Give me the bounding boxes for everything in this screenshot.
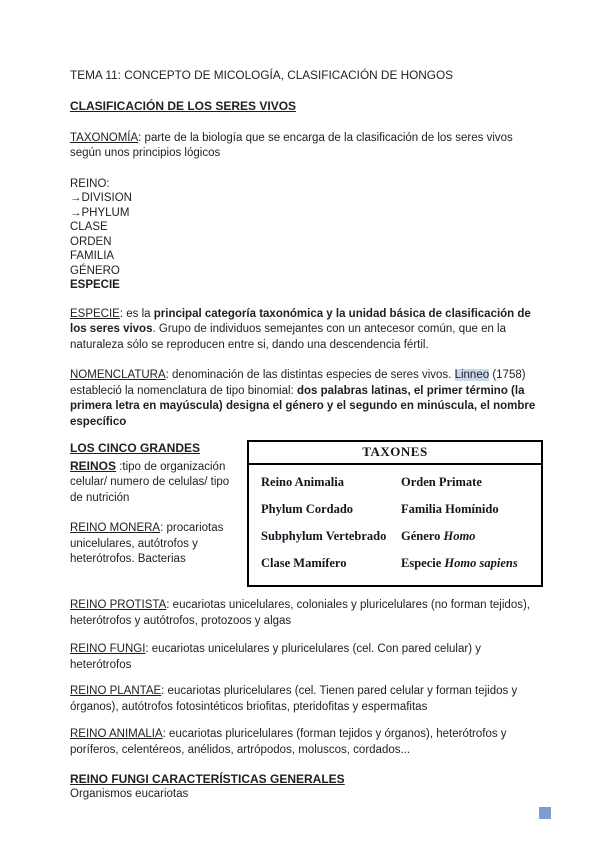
term-reino-plantae: REINO PLANTAE [70, 685, 162, 697]
text-taxonomia: : parte de la biología que se encarga de la clasificación de los seres vivos según unos principios lógicos [70, 131, 513, 159]
table-row: Reino Animalia [261, 475, 344, 489]
heading-cinco-grandes: LOS CINCO GRANDES REINOS [70, 441, 201, 473]
rank-item-division: →DIVISION [70, 192, 132, 204]
table-cell-text: Género [401, 529, 444, 543]
annotation-marker [539, 807, 551, 819]
especie-lead: : es la [119, 307, 154, 320]
table-cell-text: Especie [401, 556, 445, 570]
taxones-table-body [249, 465, 541, 585]
table-row [401, 475, 541, 489]
paragraph-nomenclatura [70, 368, 543, 430]
table-row [401, 502, 541, 516]
rank-item-orden: ORDEN [70, 235, 112, 248]
term-nomenclatura: NOMENCLATURA [70, 369, 166, 381]
nomenclatura-part1: : denominación de las distintas especies de seres vivos. [165, 369, 455, 381]
rank-item-familia: FAMILIA [70, 250, 115, 262]
term-reino-animalia: REINO ANIMALIA [70, 728, 163, 740]
text-reino-fungi: : eucariotas unicelulares y pluricelulares (cel. Con pared celular) y heterótrofos [70, 643, 481, 671]
document-content [70, 68, 543, 803]
paragraph-reino-monera [70, 521, 242, 568]
table-cell-italic: Homo [443, 529, 476, 543]
rank-item-clase: CLASE [70, 221, 108, 233]
text-reino-monera: : procariotas unicelulares, autótrofos y heterótrofos. Bacterias [70, 522, 224, 565]
section-heading-fungi-generales: REINO FUNGI CARACTERÍSTICAS GENERALES [70, 772, 345, 786]
cinco-grandes-rest: :tipo de organización celular/ numero de celulas/ tipo de nutrición [70, 460, 230, 504]
paragraph-reino-plantae [70, 684, 543, 715]
paragraph-especie [70, 307, 543, 354]
taxones-right-column [401, 475, 541, 583]
rank-item-reino: REINO: [70, 177, 110, 190]
term-taxonomia: TAXONOMÍA [70, 131, 139, 144]
term-reino-fungi: REINO FUNGI [70, 643, 146, 655]
paragraph-cinco-grandes [70, 440, 242, 506]
paragraph-reino-fungi [70, 642, 543, 673]
rank-item-phylum: →PHYLUM [70, 206, 130, 219]
term-reino-protista: REINO PROTISTA [70, 599, 167, 611]
table-row: Subphylum Vertebrado [261, 529, 387, 543]
rank-item-especie: ESPECIE [70, 279, 120, 291]
taxones-table [247, 440, 543, 587]
table-cell-text: Orden Primate [401, 475, 482, 489]
table-row [401, 556, 541, 570]
nomenclatura-bold: dos palabras latinas, el primer término (la primera letra en mayúscula) designa el género y el segundo en minúscula, el nombre específico [70, 384, 536, 428]
taxonomic-rank-list [70, 177, 543, 293]
paragraph-reino-protista [70, 598, 543, 629]
highlighted-term-linneo: Linneo [454, 369, 490, 381]
section-cinco-reinos [70, 440, 543, 587]
term-especie: ESPECIE [70, 307, 120, 320]
taxones-table-title: TAXONES [249, 442, 541, 465]
rank-item-genero: GÉNERO [70, 264, 120, 277]
cinco-reinos-left-column [70, 440, 242, 568]
paragraph-taxonomia [70, 131, 543, 162]
text-reino-animalia: : eucariotas pluricelulares (forman tejidos y órganos), heterótrofos y poríferos, celentéreos, anélidos, artrópodos, moluscos, cordados... [70, 728, 507, 756]
paragraph-organismos: Organismos eucariotas [70, 788, 189, 800]
section-heading-clasificacion: CLASIFICACIÓN DE LOS SERES VIVOS [70, 98, 297, 113]
text-reino-plantae: : eucariotas pluricelulares (cel. Tienen pared celular y forman tejidos y órganos), autótrofos fotosintéticos briofitas, pteridofitas y espermafitas [70, 685, 518, 713]
paragraph-reino-animalia [70, 727, 543, 758]
table-row: Clase Mamífero [261, 556, 347, 570]
especie-rest: . Grupo de individuos semejantes con un antecesor común, que en la naturaleza sólo se reproducen entre si, dando una descendencia fértil. [70, 323, 507, 351]
nomenclatura-part2: (1758) estableció la nomenclatura de tipo binomial: [70, 369, 526, 397]
table-cell-text: Familia Homínido [401, 502, 499, 516]
table-row [401, 529, 541, 543]
taxones-left-column [261, 475, 401, 583]
table-cell-italic: Homo sapiens [444, 556, 518, 570]
term-reino-monera: REINO MONERA [70, 522, 161, 534]
especie-bold: principal categoría taxonómica y la unidad básica de clasificación de los seres vivos [70, 307, 531, 335]
text-reino-protista: : eucariotas unicelulares, coloniales y pluricelulares (no forman tejidos), heterótrofos y autótrofos, protozoos y algas [70, 599, 530, 627]
page-title: TEMA 11: CONCEPTO DE MICOLOGÍA, CLASIFICACIÓN DE HONGOS [70, 68, 454, 82]
table-row: Phylum Cordado [261, 502, 354, 516]
